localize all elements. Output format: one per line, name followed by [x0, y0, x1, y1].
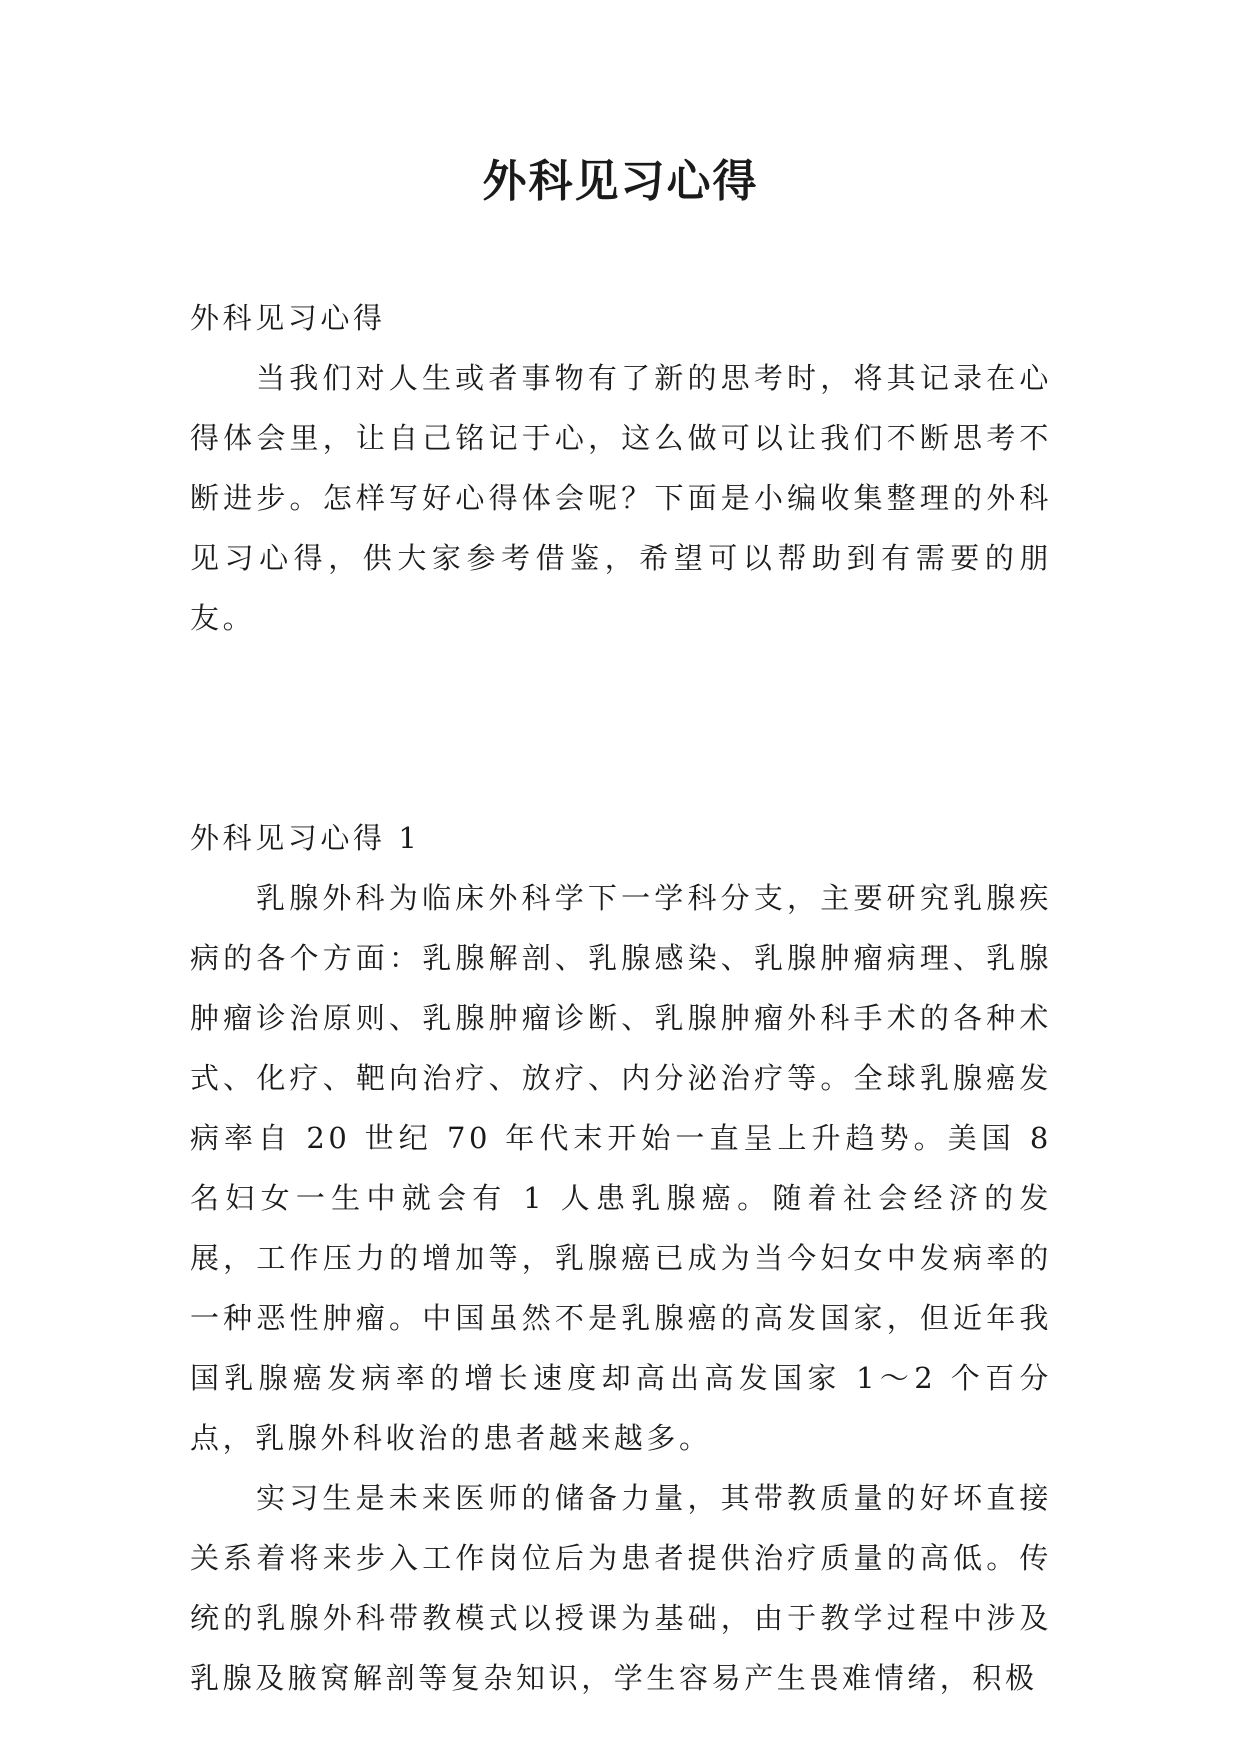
- intro-heading: 外科见习心得: [190, 301, 386, 335]
- document-title: 外科见习心得: [482, 156, 759, 207]
- section-1-heading: 外科见习心得 1: [190, 821, 421, 855]
- section-1-paragraph-1: 乳腺外科为临床外科学下一学科分支，主要研究乳腺疾病的各个方面：乳腺解剖、乳腺感染、乳腺肿瘤病理、乳腺肿瘤诊治原则、乳腺肿瘤诊断、乳腺肿瘤外科手术的各种术式、化疗、靶向治疗、放疗、内分泌治疗等。全球乳腺癌发病率自 20 世纪 70 年代末开始一直呈上升趋势。美国 8 名妇女一生中就会有 1 人患乳腺癌。随着社会经济的发展，工作压力的增加等，乳腺癌已成为当今妇女中发病率的一种恶性肿瘤。中国虽然不是乳腺癌的高发国家，但近年我国乳腺癌发病率的增长速度却高出高发国家 1～2 个百分点，乳腺外科收治的患者越来越多。: [190, 881, 1052, 1455]
- intro-paragraph: 当我们对人生或者事物有了新的思考时，将其记录在心得体会里，让自己铭记于心，这么做可以让我们不断思考不断进步。怎样写好心得体会呢？下面是小编收集整理的外科见习心得，供大家参考借鉴，希望可以帮助到有需要的朋友。: [190, 361, 1052, 635]
- section-gap: [190, 648, 1052, 808]
- section-1-paragraph-2: 实习生是未来医师的储备力量，其带教质量的好坏直接关系着将来步入工作岗位后为患者提供治疗质量的高低。传统的乳腺外科带教模式以授课为基础，由于教学过程中涉及乳腺及腋窝解剖等复杂知识，学生容易产生畏难情绪，积极: [190, 1481, 1052, 1695]
- document-body: [190, 288, 1052, 1708]
